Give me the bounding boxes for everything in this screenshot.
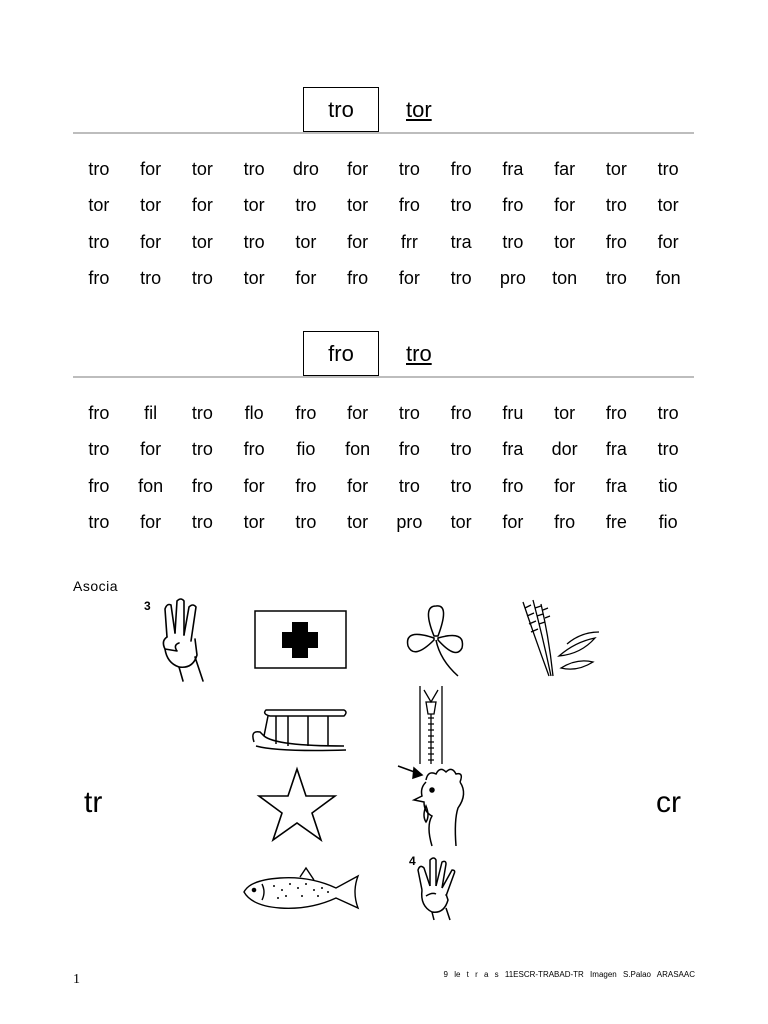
divider-line (73, 376, 694, 378)
three-fingers-hand-icon[interactable] (131, 597, 221, 683)
associate-title: Asocia (73, 578, 119, 594)
syllable-word[interactable]: tor (347, 512, 369, 533)
syllable-word[interactable]: tro (450, 195, 472, 216)
syllable-word[interactable]: tro (605, 195, 627, 216)
syllable-word[interactable]: flo (244, 402, 264, 423)
syllable-word[interactable]: tro (295, 512, 317, 533)
syllable-word[interactable]: tro (398, 158, 420, 179)
swiss-flag-icon[interactable] (254, 610, 348, 670)
syllable-word[interactable]: fra (605, 475, 627, 496)
syllable-word[interactable]: fro (502, 475, 524, 496)
syllable-word[interactable]: for (554, 195, 576, 216)
syllable-row (73, 151, 694, 188)
section-header (73, 331, 694, 377)
syllable-word[interactable]: fru (502, 402, 524, 423)
syllable-row (73, 468, 694, 505)
syllable-word[interactable]: fro (502, 195, 524, 216)
syllable-word[interactable]: for (191, 195, 213, 216)
syllable-word[interactable]: tor (554, 402, 576, 423)
syllable-word[interactable]: tro (450, 268, 472, 289)
syllable-word[interactable]: fra (502, 439, 524, 460)
syllable-word[interactable]: tro (191, 439, 213, 460)
syllable-word[interactable]: tro (657, 439, 679, 460)
syllable-row (73, 395, 694, 432)
divider-line (73, 132, 694, 134)
syllable-row (73, 224, 694, 261)
syllable-word[interactable]: tra (450, 231, 472, 252)
syllable-word[interactable]: fre (605, 512, 627, 533)
syllable-word[interactable]: tor (243, 195, 265, 216)
syllable-word[interactable]: fro (191, 475, 213, 496)
syllable-word[interactable]: tro (243, 158, 265, 179)
syllable-word[interactable]: fro (398, 195, 420, 216)
hand-number-label: 3 (144, 599, 151, 613)
syllable-grid (73, 151, 694, 297)
syllable-word[interactable]: fio (296, 439, 316, 460)
syllable-word[interactable]: tro (88, 439, 110, 460)
syllable-word[interactable]: tro (243, 231, 265, 252)
footer-credit: 9 le t r a s 11ESCR-TRABAD-TR Imagen S.Palao ARASAAC (443, 970, 695, 979)
syllable-word[interactable]: tro (191, 402, 213, 423)
syllable-word[interactable]: fro (450, 158, 472, 179)
syllable-word[interactable]: for (657, 231, 679, 252)
syllable-word[interactable]: fro (88, 475, 110, 496)
syllable-word[interactable]: dro (292, 158, 319, 179)
syllable-word[interactable]: fro (295, 475, 317, 496)
syllable-word[interactable]: tor (450, 512, 472, 533)
syllable-word[interactable]: fio (658, 512, 678, 533)
exercise-section-1 (73, 87, 694, 289)
syllable-word[interactable]: fro (88, 268, 110, 289)
syllable-word[interactable]: tor (191, 158, 213, 179)
syllable-word[interactable]: fro (88, 402, 110, 423)
syllable-word[interactable]: fro (605, 402, 627, 423)
star-icon[interactable] (256, 766, 338, 842)
syllable-word[interactable]: pro (499, 268, 526, 289)
syllable-row (73, 261, 694, 298)
clover-icon[interactable] (400, 600, 470, 680)
syllable-word[interactable]: tro (502, 231, 524, 252)
syllable-word[interactable]: frr (400, 231, 418, 252)
syllable-word[interactable]: tro (191, 512, 213, 533)
syllable-word[interactable]: tor (657, 195, 679, 216)
syllable-word[interactable]: tor (191, 231, 213, 252)
syllable-word[interactable]: tro (88, 512, 110, 533)
syllable-word[interactable]: for (295, 268, 317, 289)
syllable-word[interactable]: for (140, 231, 162, 252)
syllable-word[interactable]: tro (295, 195, 317, 216)
syllable-word[interactable]: tor (243, 512, 265, 533)
syllable-word[interactable]: tor (554, 231, 576, 252)
syllable-word[interactable]: tor (243, 268, 265, 289)
trout-icon[interactable] (240, 866, 362, 916)
rooster-crest-icon[interactable] (396, 760, 480, 848)
zipper-icon[interactable] (414, 684, 448, 766)
syllable-word[interactable]: tio (658, 475, 678, 496)
syllable-row (73, 432, 694, 469)
syllable-word[interactable]: tro (88, 158, 110, 179)
syllable-word[interactable]: far (554, 158, 576, 179)
exercise-section-2 (73, 331, 694, 533)
syllable-word[interactable]: fro (450, 402, 472, 423)
contrast-syllable: tor (406, 97, 432, 122)
syllable-word[interactable]: for (502, 512, 524, 533)
syllable-word[interactable]: tor (605, 158, 627, 179)
syllable-word[interactable]: tro (398, 402, 420, 423)
syllable-word[interactable]: fra (605, 439, 627, 460)
syllable-word[interactable]: tor (88, 195, 110, 216)
syllable-word[interactable]: fro (295, 402, 317, 423)
syllable-word[interactable]: tro (657, 158, 679, 179)
syllable-word[interactable]: ton (552, 268, 578, 289)
syllable-word[interactable]: tor (347, 195, 369, 216)
syllable-word[interactable]: tro (450, 475, 472, 496)
syllable-word[interactable]: for (398, 268, 420, 289)
syllable-word[interactable]: tro (88, 231, 110, 252)
syllable-word[interactable]: pro (396, 512, 423, 533)
syllable-word[interactable]: fro (398, 439, 420, 460)
syllable-word[interactable]: fon (138, 475, 164, 496)
syllable-row (73, 188, 694, 225)
hand-number-label: 4 (409, 854, 416, 868)
syllable-word[interactable]: for (243, 475, 265, 496)
syllable-word[interactable]: fra (502, 158, 524, 179)
syllable-word[interactable]: for (140, 512, 162, 533)
syllable-word[interactable]: fon (655, 268, 681, 289)
syllable-word[interactable]: tor (295, 231, 317, 252)
syllable-word[interactable]: for (347, 402, 369, 423)
syllable-word[interactable]: tro (140, 268, 162, 289)
syllable-word[interactable]: for (554, 475, 576, 496)
syllable-word[interactable]: dor (551, 439, 578, 460)
right-label: cr (656, 786, 681, 819)
four-fingers-hand-icon[interactable] (404, 852, 464, 922)
syllable-word[interactable]: fil (144, 402, 158, 423)
syllable-word[interactable]: for (347, 158, 369, 179)
syllable-word[interactable]: for (140, 439, 162, 460)
sled-icon[interactable] (248, 700, 352, 754)
syllable-word[interactable]: tro (450, 439, 472, 460)
syllable-word[interactable]: for (140, 158, 162, 179)
syllable-word[interactable]: fon (345, 439, 371, 460)
syllable-word[interactable]: fro (554, 512, 576, 533)
syllable-word[interactable]: fro (347, 268, 369, 289)
syllable-word[interactable]: tro (657, 402, 679, 423)
page-number: 1 (73, 972, 80, 987)
syllable-word[interactable]: tor (140, 195, 162, 216)
contrast-syllable: tro (406, 341, 432, 366)
section-header (73, 87, 694, 133)
target-syllable-box: tro (303, 87, 379, 132)
syllable-word[interactable]: fro (605, 231, 627, 252)
syllable-word[interactable]: for (347, 231, 369, 252)
syllable-word[interactable]: tro (191, 268, 213, 289)
syllable-word[interactable]: for (347, 475, 369, 496)
syllable-grid (73, 395, 694, 541)
syllable-word[interactable]: fro (243, 439, 265, 460)
wheat-icon[interactable] (515, 598, 601, 680)
target-syllable-box: fro (303, 331, 379, 376)
syllable-word[interactable]: tro (605, 268, 627, 289)
syllable-word[interactable]: tro (398, 475, 420, 496)
syllable-row (73, 505, 694, 542)
left-label: tr (84, 786, 103, 819)
